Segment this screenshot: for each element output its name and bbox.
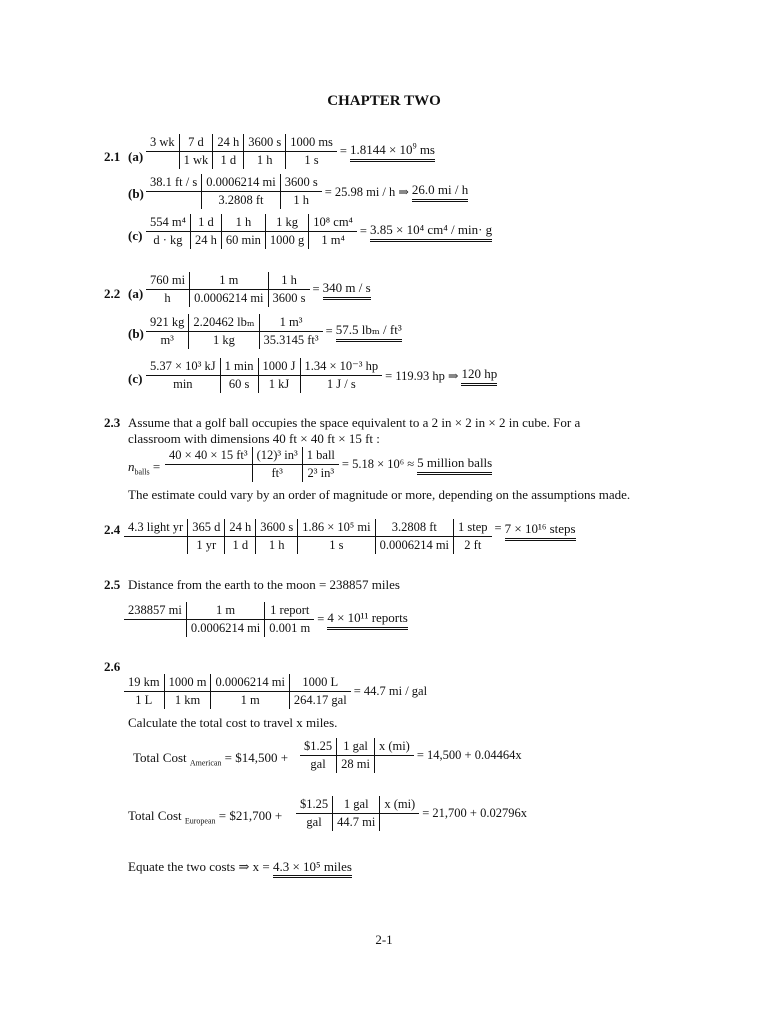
factor-cell: 760 mi	[146, 272, 190, 290]
equals-sign: =	[325, 324, 333, 338]
part-label: (b)	[128, 186, 144, 201]
result-mantissa: 1.8144 × 10	[349, 141, 413, 157]
part-label: (a)	[128, 286, 144, 301]
factor-equation-2-1a	[146, 134, 435, 169]
factor-cell: 1 J / s	[300, 376, 382, 394]
problem-number-2-5: 2.5	[104, 577, 121, 592]
factor-equation-2-5	[124, 602, 408, 637]
factor-cell: h	[164, 291, 171, 305]
factor-cell: 1 ball	[302, 447, 339, 465]
factor-cell: 1 gal	[333, 796, 380, 814]
factor-cell	[380, 814, 419, 832]
factor-table	[124, 519, 492, 554]
factor-cell: 1 m	[186, 602, 264, 620]
factor-table	[165, 447, 339, 482]
factor-cell: 1 kJ	[258, 376, 300, 394]
factor-cell: 40 × 40 × 15 ft³	[165, 447, 252, 465]
part-label: (c)	[128, 371, 143, 386]
chapter-title: CHAPTER TWO	[327, 93, 441, 109]
problem-statement: Distance from the earth to the moon = 238857 miles	[128, 577, 400, 592]
factor-cell: 1 m	[190, 272, 268, 290]
factor-table	[146, 214, 357, 249]
equals-sign: =	[312, 282, 320, 296]
cost-subscript: American	[189, 758, 222, 768]
factor-cell: ft³	[252, 465, 302, 483]
factor-cell: 1.34 × 10⁻³ hp	[300, 358, 382, 376]
factor-equation-2-2c	[146, 358, 497, 393]
factor-cell: 3600 s	[244, 134, 286, 152]
factor-cell: 0.0006214 mi	[202, 174, 280, 192]
variable-name: n	[128, 459, 135, 474]
factor-cell	[124, 620, 186, 638]
factor-cell: 554 m⁴	[146, 214, 190, 232]
problem-number-2-6: 2.6	[104, 659, 121, 674]
factor-cell: (12)³ in³	[252, 447, 302, 465]
factor-cell	[165, 465, 252, 483]
factor-cell: 2.20462 lbₘ	[189, 314, 259, 332]
result	[350, 142, 435, 162]
factor-equation-2-6	[124, 674, 427, 709]
factor-table	[146, 134, 337, 169]
intermediate-result: = 119.93 hp ⇒	[385, 368, 459, 383]
intermediate-result: = 5.18 × 10⁶ ≈	[341, 457, 415, 471]
factor-equation-2-2b	[146, 314, 402, 349]
variable-subscript: balls	[134, 467, 150, 477]
factor-cell: 921 kg	[146, 314, 189, 332]
american-cost-label	[133, 750, 289, 768]
factor-table	[146, 272, 310, 307]
cost-label: Total Cost	[128, 808, 182, 823]
variable-lhs	[128, 459, 161, 477]
factor-cell: 19 km	[124, 674, 164, 692]
problem-number-2-4: 2.4	[104, 522, 121, 537]
part-label: (a)	[128, 149, 144, 164]
factor-cell: 365 d	[188, 519, 225, 537]
result: 4 × 10¹¹ reports	[327, 610, 407, 630]
factor-cell: 1 h	[268, 272, 310, 290]
problem-number-2-3: 2.3	[104, 415, 121, 430]
result: 4.3 × 10⁵ miles	[273, 859, 352, 878]
factor-cell: 1.86 × 10⁵ mi	[298, 519, 375, 537]
factor-cell: 3600 s	[256, 519, 298, 537]
factor-cell	[374, 756, 413, 774]
factor-cell: 7 d	[179, 134, 213, 152]
factor-cell: 0.0006214 mi	[375, 537, 453, 555]
factor-cell: 24 h	[213, 134, 244, 152]
result-exponent: 9	[412, 141, 417, 151]
factor-cell: 1000 m	[164, 674, 211, 692]
factor-cell: 1 wk	[179, 152, 213, 170]
factor-cell: 264.17 gal	[289, 692, 350, 710]
equals-sign: =	[494, 521, 502, 535]
result: = 44.7 mi / gal	[353, 684, 428, 698]
factor-cell: gal	[306, 815, 322, 829]
result: = 21,700 + 0.02796x	[422, 806, 527, 820]
factor-cell: 10⁸ cm⁴	[309, 214, 357, 232]
factor-cell: 1 d	[225, 537, 256, 555]
factor-cell: 1 h	[221, 214, 265, 232]
part-label: (b)	[128, 326, 144, 341]
factor-table	[146, 358, 382, 393]
factor-cell: gal	[310, 757, 326, 771]
factor-cell	[124, 537, 188, 555]
equate-line	[128, 860, 352, 873]
factor-cell: 44.7 mi	[333, 814, 380, 832]
factor-table	[300, 738, 414, 773]
factor-cell: 1 step	[454, 519, 492, 537]
cost-label: Total Cost	[133, 750, 187, 765]
equals-sign: =	[359, 224, 367, 238]
factor-cell: 24 h	[190, 232, 221, 250]
factor-equation-2-3	[165, 447, 492, 482]
factor-cell: x (mi)	[374, 738, 413, 756]
factor-cell: 1 m	[211, 692, 289, 710]
factor-cell: 1 s	[298, 537, 375, 555]
factor-cell: 1 h	[280, 192, 322, 210]
factor-cell: 1 m³	[259, 314, 323, 332]
factor-cell: 3600 s	[280, 174, 322, 192]
factor-cell: 1000 g	[265, 232, 308, 250]
factor-table	[124, 674, 351, 709]
factor-cell: 1 m⁴	[309, 232, 357, 250]
factor-cell: 1 km	[164, 692, 211, 710]
factor-cell	[146, 152, 179, 170]
result-unit: ms	[416, 141, 435, 157]
equate-text: Equate the two costs ⇒ x =	[128, 859, 270, 874]
factor-cell: 0.0006214 mi	[211, 674, 289, 692]
equals-sign: =	[317, 612, 325, 626]
problem-statement: Calculate the total cost to travel x miles.	[128, 715, 338, 730]
factor-cell: 35.3145 ft³	[259, 332, 323, 350]
factor-cell: 3.2808 ft	[375, 519, 453, 537]
factor-cell: 1 gal	[337, 738, 375, 756]
factor-cell: 0.0006214 mi	[186, 620, 264, 638]
factor-table	[124, 602, 314, 637]
factor-cell: 1 kg	[265, 214, 308, 232]
problem-number-2-2: 2.2	[104, 286, 121, 301]
numerator-row	[146, 134, 337, 152]
factor-cell: $1.25	[296, 796, 333, 814]
note: The estimate could vary by an order of magnitude or more, depending on the assumptions made.	[128, 487, 631, 502]
problem-statement: Assume that a golf ball occupies the space equivalent to a 2 in × 2 in × 2 in cube. For a	[128, 415, 581, 430]
result: 57.5 lbₘ / ft³	[336, 322, 402, 342]
factor-cell: 1 L	[135, 693, 153, 707]
cost-base: = $14,500 +	[224, 750, 289, 765]
factor-table	[146, 314, 323, 349]
factor-cell: 1 min	[220, 358, 258, 376]
result: 26.0 mi / h	[412, 182, 468, 202]
result: = 14,500 + 0.04464x	[416, 748, 522, 762]
factor-cell: 238857 mi	[124, 602, 186, 620]
result: 120 hp	[461, 366, 497, 386]
factor-cell: x (mi)	[380, 796, 419, 814]
factor-cell: 24 h	[225, 519, 256, 537]
factor-cell: 1000 L	[289, 674, 350, 692]
result: 5 million balls	[417, 455, 492, 475]
factor-cell: 5.37 × 10³ kJ	[146, 358, 220, 376]
factor-cell	[146, 192, 202, 210]
factor-cell: 38.1 ft / s	[146, 174, 202, 192]
factor-equation-american	[300, 738, 522, 773]
factor-cell: 3 wk	[146, 134, 179, 152]
factor-table	[146, 174, 322, 209]
factor-cell: 0.001 m	[265, 620, 314, 638]
factor-equation-2-4	[124, 519, 576, 554]
page-number: 2-1	[375, 932, 393, 947]
cost-subscript: European	[184, 816, 216, 826]
factor-cell: 0.0006214 mi	[190, 290, 268, 308]
factor-cell: 60 min	[221, 232, 265, 250]
factor-cell: 2³ in³	[302, 465, 339, 483]
factor-cell: 60 s	[220, 376, 258, 394]
equals-sign: =	[149, 459, 161, 474]
factor-cell: 3600 s	[268, 290, 310, 308]
result: 340 m / s	[323, 280, 371, 300]
factor-equation-2-1c	[146, 214, 492, 249]
factor-cell: 1000 J	[258, 358, 300, 376]
european-cost-label	[128, 808, 283, 826]
problem-statement: classroom with dimensions 40 ft × 40 ft × 15 ft :	[128, 431, 380, 446]
factor-equation-european	[296, 796, 527, 831]
factor-cell: 1 d	[213, 152, 244, 170]
factor-cell: m³	[160, 333, 174, 347]
factor-cell: d · kg	[153, 233, 183, 247]
factor-equation-2-2a	[146, 272, 371, 307]
factor-cell: 2 ft	[454, 537, 492, 555]
factor-cell: $1.25	[300, 738, 337, 756]
factor-cell: 1 s	[286, 152, 337, 170]
factor-cell: 4.3 light yr	[124, 519, 188, 537]
result: 7 × 10¹⁶ steps	[505, 521, 576, 541]
factor-table	[296, 796, 419, 831]
factor-cell: 1 yr	[188, 537, 225, 555]
factor-cell: 3.2808 ft	[202, 192, 280, 210]
equals-sign: =	[339, 144, 347, 158]
denominator-row	[146, 152, 337, 170]
factor-cell: min	[173, 377, 193, 391]
cost-base: = $21,700 +	[218, 808, 283, 823]
factor-cell: 1 h	[244, 152, 286, 170]
factor-cell: 1 report	[265, 602, 314, 620]
factor-cell: 1000 ms	[286, 134, 337, 152]
factor-cell: 28 mi	[337, 756, 375, 774]
result: 3.85 × 10⁴ cm⁴ / min· g	[370, 222, 492, 242]
part-label: (c)	[128, 228, 143, 243]
intermediate-result: = 25.98 mi / h ⇒	[324, 184, 409, 199]
factor-cell: 1 kg	[189, 332, 259, 350]
problem-number-2-1: 2.1	[104, 149, 121, 164]
factor-equation-2-1b	[146, 174, 468, 209]
factor-cell: 1 d	[190, 214, 221, 232]
factor-cell: 1 h	[256, 537, 298, 555]
